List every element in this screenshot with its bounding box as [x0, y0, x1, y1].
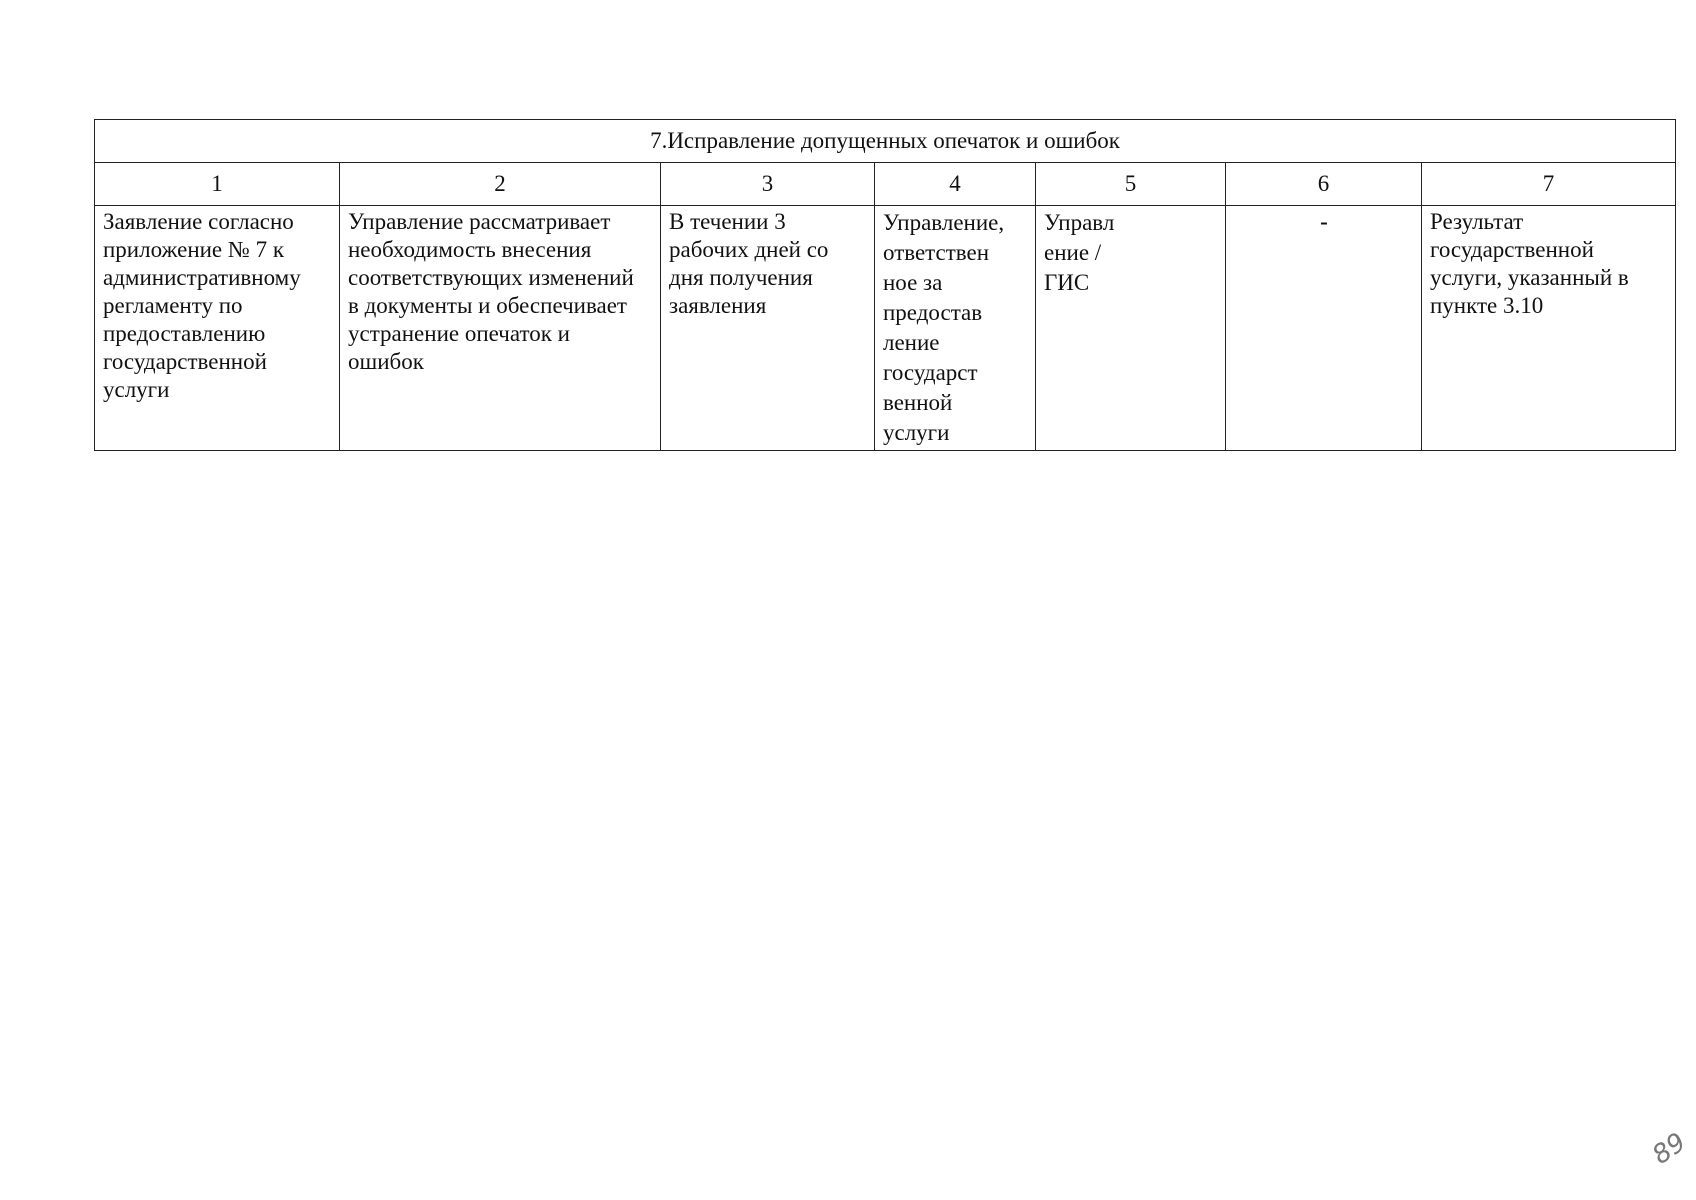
column-number-5: 5 [1036, 163, 1226, 206]
cell-text: Результат государственной услуги, указанный в пункте 3.10 [1430, 209, 1629, 318]
handwritten-page-number: 89 [1647, 1127, 1692, 1171]
cell-text: Заявление согласно приложение № 7 к административному регламенту по предоставлению государственной услуги [103, 209, 301, 402]
column-number-7: 7 [1422, 163, 1676, 206]
cell-text: В течении 3 рабочих дней со дня получения заявления [669, 209, 829, 318]
table-title-row [95, 120, 1676, 163]
cell-responsible [875, 206, 1036, 451]
cell-text: Управление, ответствен ное за предостав ление государст венной услуги [883, 210, 1005, 445]
section-title: 7.Исправление допущенных опечаток и ошибок [95, 120, 1676, 163]
column-number-1: 1 [95, 163, 340, 206]
cell-place [1036, 206, 1226, 451]
cell-application-basis [95, 206, 340, 451]
column-number-row [95, 163, 1676, 206]
cell-text: Управление рассматривает необходимость внесения соответствующих изменений в документы и обеспечивает устранение опечаток и ошибок [348, 209, 634, 374]
table-row [95, 206, 1676, 451]
cell-procedure-content [340, 206, 661, 451]
column-number-2: 2 [340, 163, 661, 206]
cell-resources [1226, 206, 1422, 451]
procedure-table [94, 119, 1676, 451]
cell-deadline [661, 206, 875, 451]
cell-text: - [1320, 209, 1328, 234]
column-number-3: 3 [661, 163, 875, 206]
column-number-4: 4 [875, 163, 1036, 206]
cell-text: Управл ение / ГИС [1044, 210, 1115, 295]
cell-result [1422, 206, 1676, 451]
column-number-6: 6 [1226, 163, 1422, 206]
